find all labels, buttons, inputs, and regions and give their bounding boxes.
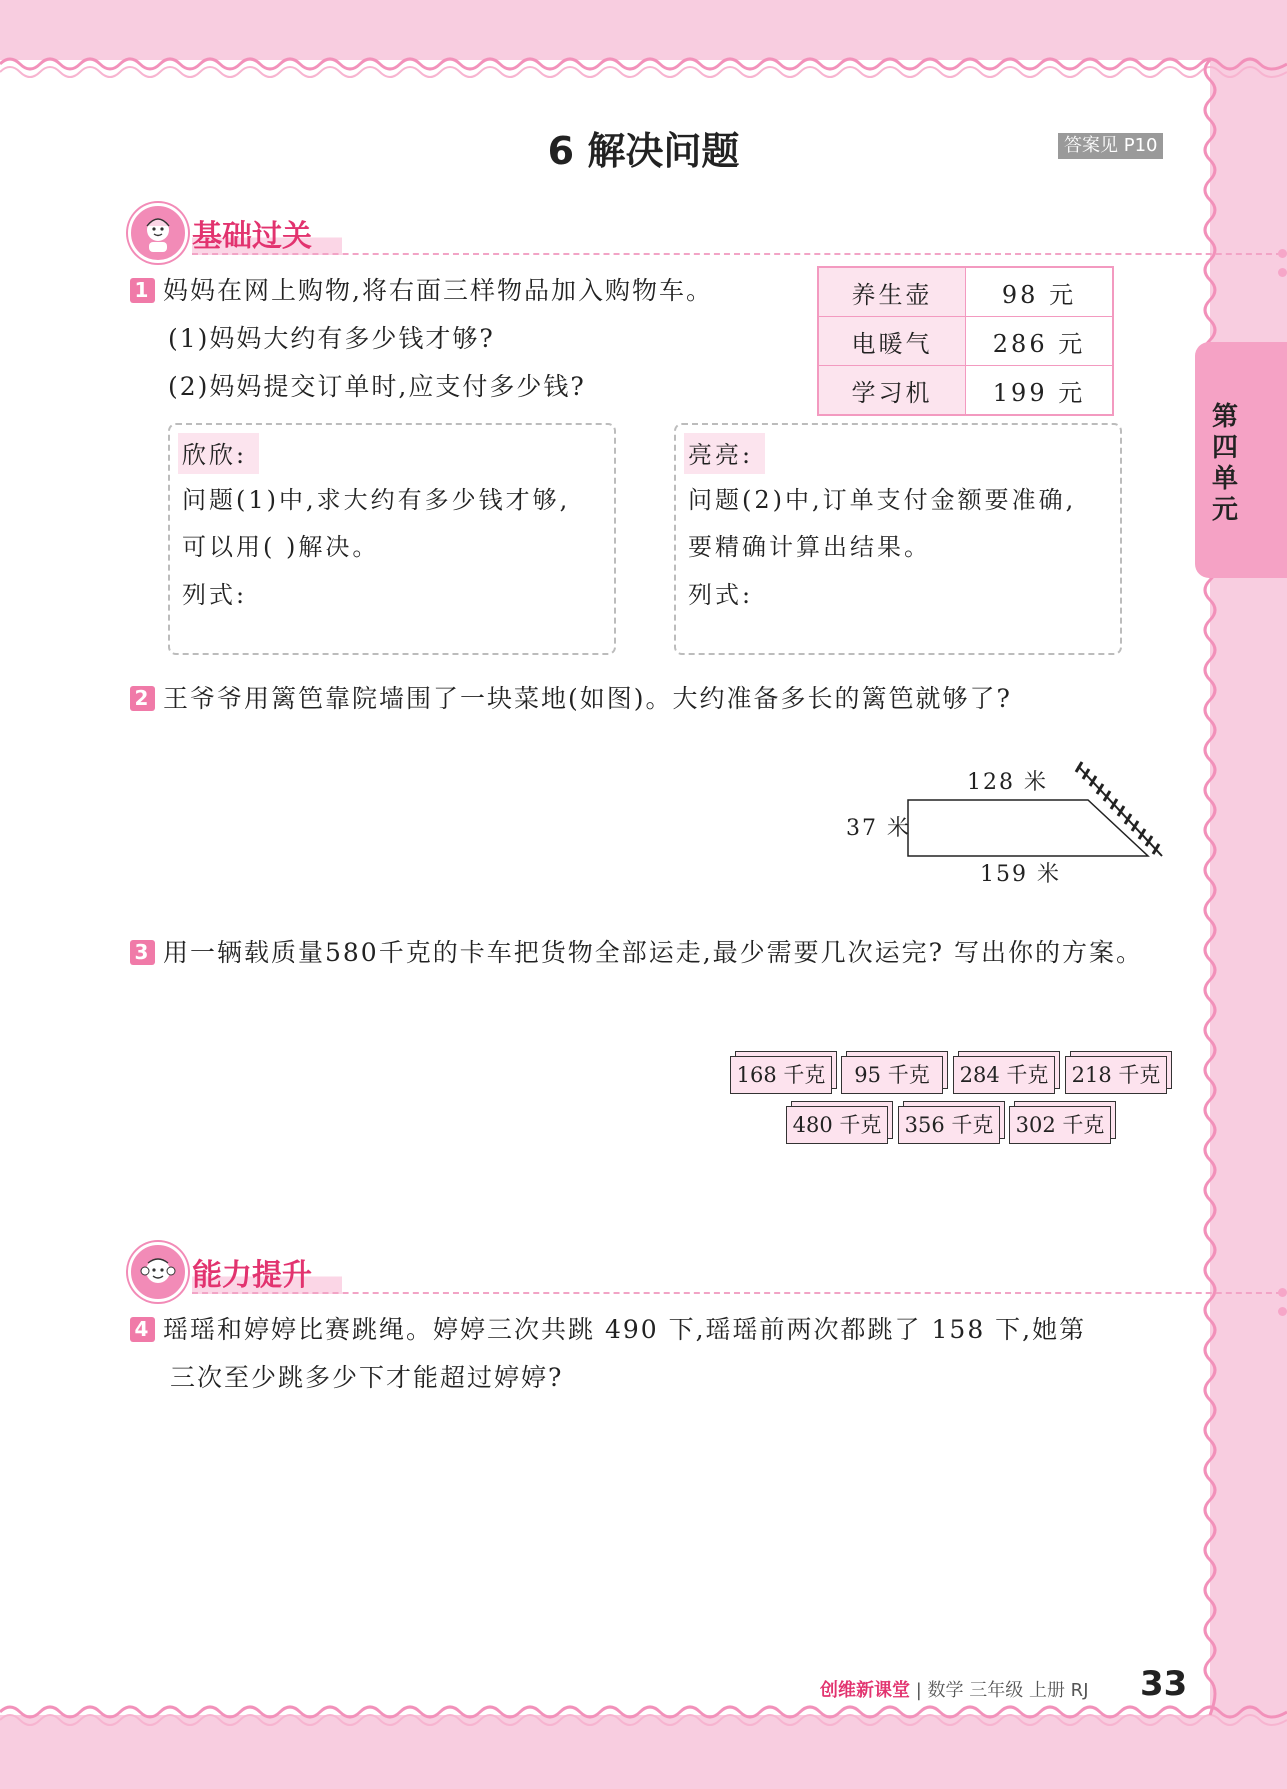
liangliang-line2: 要精确计算出结果。 xyxy=(688,533,931,561)
q3-text: 用一辆载质量580千克的卡车把货物全部运走,最少需要几次运完? 写出你的方案。 xyxy=(163,938,1144,967)
footer-book-info: | 数学 三年级 上册 RJ xyxy=(915,1680,1089,1701)
table-cell-price: 98 元 xyxy=(966,267,1114,317)
xinxin-line2: 可以用( )解决。 xyxy=(182,533,380,561)
table-cell-item: 养生壶 xyxy=(818,267,966,317)
bottom-wave-border xyxy=(0,1700,1287,1740)
top-wave-border xyxy=(0,44,1287,84)
xinxin-dialog-box xyxy=(168,423,616,655)
q2-stem xyxy=(130,684,1012,714)
q4-line2: 三次至少跳多少下才能超过婷婷? xyxy=(170,1363,564,1392)
girl-avatar-icon xyxy=(128,203,188,263)
diagram-top-length: 128 米 xyxy=(967,770,1048,795)
page-title: 6 解决问题 xyxy=(547,129,740,173)
table-cell-price: 286 元 xyxy=(966,317,1114,366)
q4-number: 4 xyxy=(130,1317,155,1342)
q2-text: 王爷爷用篱笆靠院墙围了一块菜地(如图)。大约准备多长的篱笆就够了? xyxy=(163,684,1012,713)
q4-stem xyxy=(130,1315,1086,1345)
boy-avatar-icon xyxy=(128,1242,188,1302)
table-cell-item: 电暖气 xyxy=(818,317,966,366)
liangliang-name: 亮亮: xyxy=(684,433,765,474)
cargo-box: 302 千克 xyxy=(1009,1106,1111,1144)
table-row xyxy=(818,267,1113,317)
xinxin-line1: 问题(1)中,求大约有多少钱才够, xyxy=(182,486,571,514)
cargo-box: 480 千克 xyxy=(786,1106,888,1144)
q1-sub2: (2)妈妈提交订单时,应支付多少钱? xyxy=(168,372,586,401)
table-cell-item: 学习机 xyxy=(818,366,966,416)
xinxin-formula-label: 列式: xyxy=(182,581,248,609)
table-row xyxy=(818,366,1113,416)
xinxin-name: 欣欣: xyxy=(178,433,259,474)
right-wave-border xyxy=(1196,60,1236,1715)
divider-dots xyxy=(1278,243,1287,281)
price-table xyxy=(817,266,1114,416)
q1-number: 1 xyxy=(130,278,155,303)
cargo-box: 218 千克 xyxy=(1065,1056,1167,1094)
liangliang-formula-label: 列式: xyxy=(688,581,754,609)
divider-dots xyxy=(1278,1282,1287,1320)
table-row xyxy=(818,317,1113,366)
section-advanced-title: 能力提升 xyxy=(192,1250,342,1294)
q3-number: 3 xyxy=(130,940,155,965)
section-basic-title: 基础过关 xyxy=(192,211,342,255)
liangliang-dialog-box xyxy=(674,423,1122,655)
cargo-box: 356 千克 xyxy=(898,1106,1000,1144)
footer-info xyxy=(820,1676,1089,1702)
q3-stem xyxy=(130,938,1143,968)
diagram-bottom-length: 159 米 xyxy=(980,862,1061,887)
section-divider xyxy=(192,1292,1282,1294)
page-number: 33 xyxy=(1140,1664,1188,1704)
cargo-box: 95 千克 xyxy=(841,1056,943,1094)
q2-number: 2 xyxy=(130,686,155,711)
section-divider xyxy=(192,253,1282,255)
liangliang-line1: 问题(2)中,订单支付金额要准确, xyxy=(688,486,1077,514)
table-cell-price: 199 元 xyxy=(966,366,1114,416)
q4-line1: 瑶瑶和婷婷比赛跳绳。婷婷三次共跳 490 下,瑶瑶前两次都跳了 158 下,她第 xyxy=(163,1315,1087,1344)
cargo-box: 284 千克 xyxy=(953,1056,1055,1094)
diagram-left-width: 37 米 xyxy=(846,816,911,841)
unit-side-tab xyxy=(1195,342,1287,578)
cargo-box: 168 千克 xyxy=(730,1056,832,1094)
unit-side-tab-label: 第四单元 xyxy=(1211,402,1238,525)
answer-reference: 答案见 P10 xyxy=(1058,133,1163,159)
q1-stem xyxy=(130,276,713,306)
footer-brand: 创维新课堂 xyxy=(820,1680,910,1701)
q1-sub1: (1)妈妈大约有多少钱才够? xyxy=(168,324,495,353)
q1-text: 妈妈在网上购物,将右面三样物品加入购物车。 xyxy=(163,276,713,305)
